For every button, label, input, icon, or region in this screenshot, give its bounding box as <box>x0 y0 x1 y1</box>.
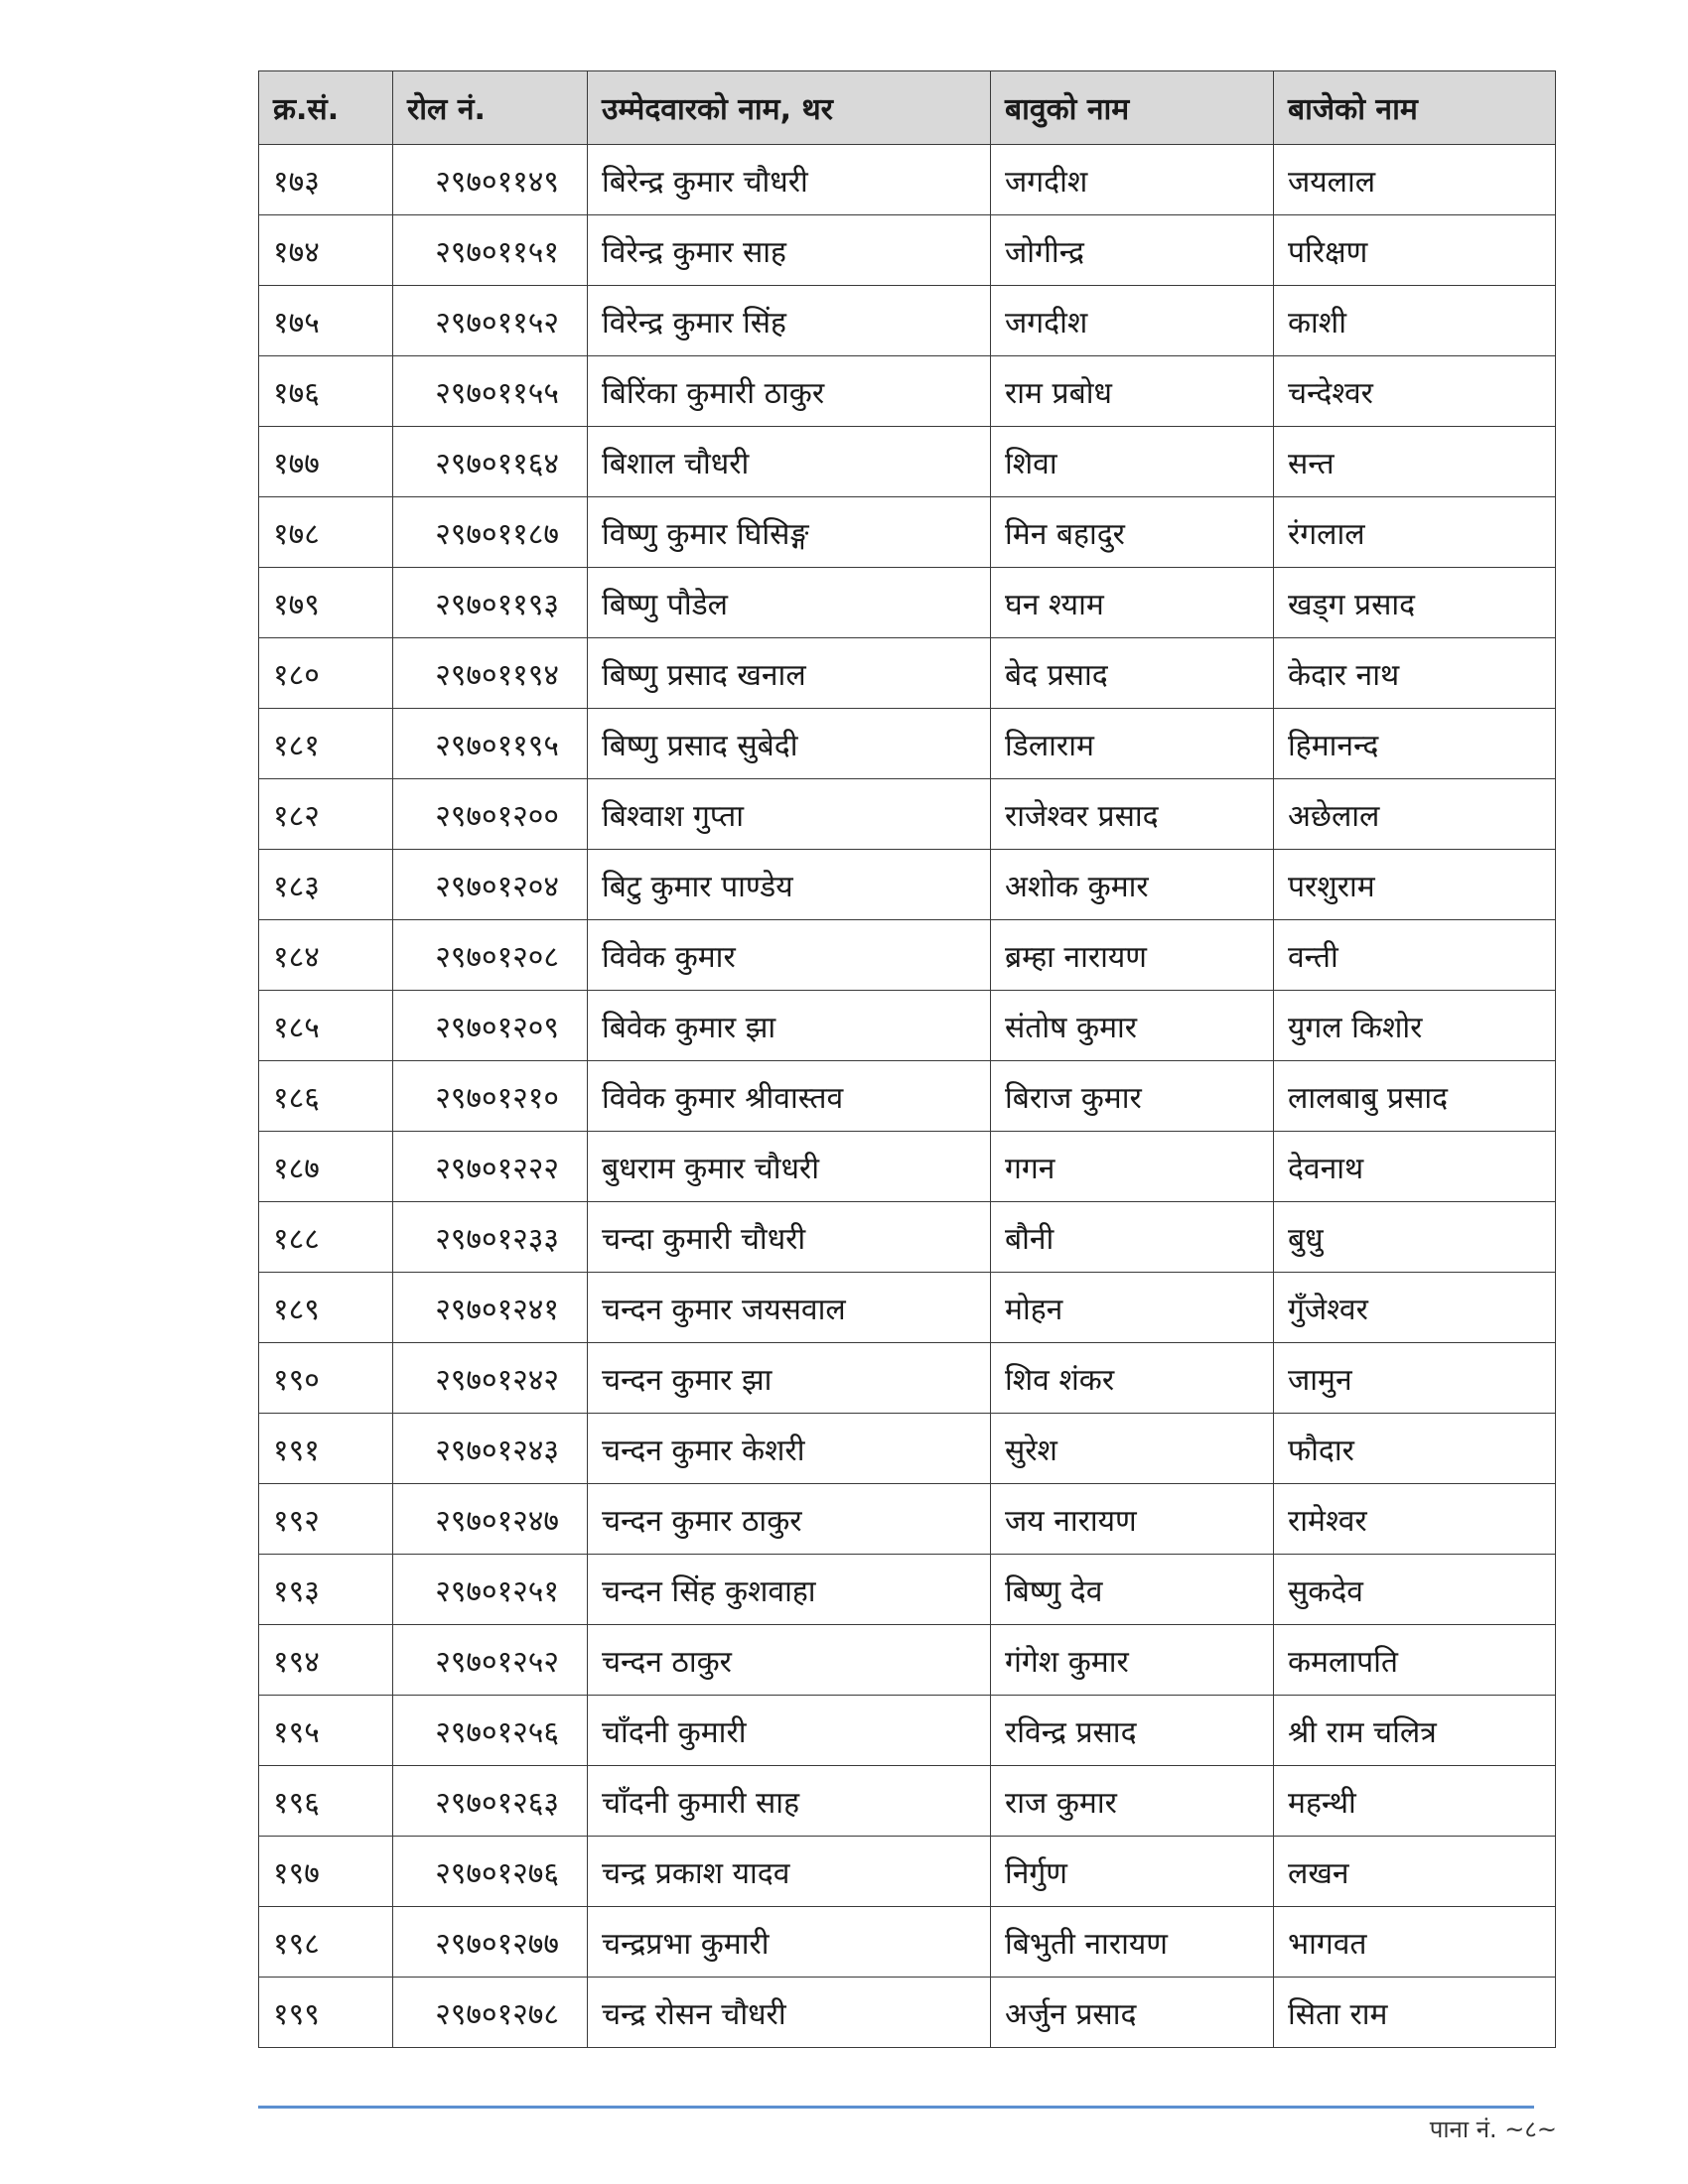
candidate-name-cell: विष्णु कुमार घिसिङ्ग <box>588 497 991 568</box>
roll-number-cell: २९७०११५१ <box>393 215 588 286</box>
father-name-cell: गंगेश कुमार <box>991 1625 1274 1696</box>
candidate-name-cell: चन्दन कुमार जयसवाल <box>588 1273 991 1343</box>
father-name-cell: मिन बहादुर <box>991 497 1274 568</box>
table-row <box>259 779 1556 850</box>
grandfather-name-cell: सन्त <box>1274 427 1556 497</box>
serial-number-cell: १८६ <box>259 1061 393 1132</box>
serial-number-cell: १७३ <box>259 145 393 215</box>
father-name-cell: सुरेश <box>991 1414 1274 1484</box>
grandfather-name-cell: कमलापति <box>1274 1625 1556 1696</box>
candidate-name-cell: बिशाल चौधरी <box>588 427 991 497</box>
candidate-name-cell: विरेन्द्र कुमार साह <box>588 215 991 286</box>
candidate-name-cell: बिष्णु प्रसाद सुबेदी <box>588 709 991 779</box>
father-name-cell: जगदीश <box>991 286 1274 356</box>
serial-number-cell: १७४ <box>259 215 393 286</box>
roll-number-cell: २९७०१२०८ <box>393 920 588 991</box>
father-name-cell: बिभुती नारायण <box>991 1907 1274 1978</box>
father-name-cell: राजेश्वर प्रसाद <box>991 779 1274 850</box>
table-row <box>259 145 1556 215</box>
grandfather-name-cell: केदार नाथ <box>1274 638 1556 709</box>
father-name-cell: जोगीन्द्र <box>991 215 1274 286</box>
serial-number-cell: १९५ <box>259 1696 393 1766</box>
serial-number-cell: १९४ <box>259 1625 393 1696</box>
candidate-name-cell: बुधराम कुमार चौधरी <box>588 1132 991 1202</box>
roll-number-cell: २९७०१२७८ <box>393 1978 588 2048</box>
candidate-name-cell: बिश्वाश गुप्ता <box>588 779 991 850</box>
table-row <box>259 1132 1556 1202</box>
table-row <box>259 1343 1556 1414</box>
table-row <box>259 1978 1556 2048</box>
serial-number-cell: १७६ <box>259 356 393 427</box>
roll-number-cell: २९७०१२४७ <box>393 1484 588 1555</box>
serial-number-cell: १७९ <box>259 568 393 638</box>
roll-number-cell: २९७०१२२२ <box>393 1132 588 1202</box>
table-row <box>259 215 1556 286</box>
roll-number-cell: २९७०१२५६ <box>393 1696 588 1766</box>
serial-number-cell: १८९ <box>259 1273 393 1343</box>
grandfather-name-cell: युगल किशोर <box>1274 991 1556 1061</box>
grandfather-name-cell: जामुन <box>1274 1343 1556 1414</box>
roll-number-cell: २९७०१२६३ <box>393 1766 588 1837</box>
serial-number-cell: १९० <box>259 1343 393 1414</box>
grandfather-name-cell: अछेलाल <box>1274 779 1556 850</box>
table-row <box>259 991 1556 1061</box>
roll-number-cell: २९७०१२०० <box>393 779 588 850</box>
table-row <box>259 1414 1556 1484</box>
roll-number-cell: २९७०१२४१ <box>393 1273 588 1343</box>
candidate-name-cell: बिष्णु प्रसाद खनाल <box>588 638 991 709</box>
father-name-cell: जय नारायण <box>991 1484 1274 1555</box>
grandfather-name-cell: रामेश्वर <box>1274 1484 1556 1555</box>
father-name-cell: बौनी <box>991 1202 1274 1273</box>
table-row <box>259 356 1556 427</box>
candidate-name-cell: बिष्णु पौडेल <box>588 568 991 638</box>
table-row <box>259 1837 1556 1907</box>
roll-number-cell: २९७०११९३ <box>393 568 588 638</box>
father-name-cell: संतोष कुमार <box>991 991 1274 1061</box>
candidate-name-cell: चन्दन कुमार झा <box>588 1343 991 1414</box>
roll-number-cell: २९७०११६४ <box>393 427 588 497</box>
candidate-name-cell: विरेन्द्र कुमार सिंह <box>588 286 991 356</box>
serial-number-cell: १९९ <box>259 1978 393 2048</box>
grandfather-name-cell: रंगलाल <box>1274 497 1556 568</box>
roll-number-cell: २९७०१२०४ <box>393 850 588 920</box>
candidate-name-cell: चन्दन सिंह कुशवाहा <box>588 1555 991 1625</box>
table-row <box>259 920 1556 991</box>
serial-number-cell: १८७ <box>259 1132 393 1202</box>
grandfather-name-cell: सिता राम <box>1274 1978 1556 2048</box>
table-row <box>259 709 1556 779</box>
candidate-name-cell: विवेक कुमार <box>588 920 991 991</box>
father-name-cell: घन श्याम <box>991 568 1274 638</box>
grandfather-name-cell: भागवत <box>1274 1907 1556 1978</box>
table-row <box>259 427 1556 497</box>
serial-number-cell: १८३ <box>259 850 393 920</box>
header-candidate-name: उम्मेदवारको नाम, थर <box>588 71 991 145</box>
grandfather-name-cell: सुकदेव <box>1274 1555 1556 1625</box>
candidate-table-container <box>258 70 1555 2048</box>
header-grandfather-name: बाजेको नाम <box>1274 71 1556 145</box>
grandfather-name-cell: जयलाल <box>1274 145 1556 215</box>
table-row <box>259 497 1556 568</box>
father-name-cell: अर्जुन प्रसाद <box>991 1978 1274 2048</box>
header-father-name: बावुको नाम <box>991 71 1274 145</box>
serial-number-cell: १७८ <box>259 497 393 568</box>
father-name-cell: निर्गुण <box>991 1837 1274 1907</box>
serial-number-cell: १७५ <box>259 286 393 356</box>
grandfather-name-cell: काशी <box>1274 286 1556 356</box>
serial-number-cell: १९३ <box>259 1555 393 1625</box>
roll-number-cell: २९७०११९४ <box>393 638 588 709</box>
grandfather-name-cell: खड्ग प्रसाद <box>1274 568 1556 638</box>
father-name-cell: गगन <box>991 1132 1274 1202</box>
grandfather-name-cell: हिमानन्द <box>1274 709 1556 779</box>
candidate-name-cell: चन्दन ठाकुर <box>588 1625 991 1696</box>
grandfather-name-cell: महन्थी <box>1274 1766 1556 1837</box>
serial-number-cell: १८८ <box>259 1202 393 1273</box>
serial-number-cell: १९१ <box>259 1414 393 1484</box>
candidate-name-cell: चन्दन कुमार केशरी <box>588 1414 991 1484</box>
serial-number-cell: १९६ <box>259 1766 393 1837</box>
serial-number-cell: १८४ <box>259 920 393 991</box>
serial-number-cell: १७७ <box>259 427 393 497</box>
candidate-name-cell: चाँदनी कुमारी साह <box>588 1766 991 1837</box>
grandfather-name-cell: लालबाबु प्रसाद <box>1274 1061 1556 1132</box>
serial-number-cell: १९२ <box>259 1484 393 1555</box>
roll-number-cell: २९७०१२०९ <box>393 991 588 1061</box>
header-serial-number: क्र.सं. <box>259 71 393 145</box>
roll-number-cell: २९७०१२४२ <box>393 1343 588 1414</box>
candidate-name-cell: चाँदनी कुमारी <box>588 1696 991 1766</box>
father-name-cell: डिलाराम <box>991 709 1274 779</box>
serial-number-cell: १९७ <box>259 1837 393 1907</box>
grandfather-name-cell: लखन <box>1274 1837 1556 1907</box>
candidate-name-cell: चन्द्रप्रभा कुमारी <box>588 1907 991 1978</box>
grandfather-name-cell: श्री राम चलित्र <box>1274 1696 1556 1766</box>
roll-number-cell: २९७०१२५२ <box>393 1625 588 1696</box>
roll-number-cell: २९७०१२७७ <box>393 1907 588 1978</box>
page-number: पाना नं. ~८~ <box>1429 2116 1557 2143</box>
candidate-name-cell: चन्दा कुमारी चौधरी <box>588 1202 991 1273</box>
father-name-cell: बिष्णु देव <box>991 1555 1274 1625</box>
grandfather-name-cell: देवनाथ <box>1274 1132 1556 1202</box>
father-name-cell: राज कुमार <box>991 1766 1274 1837</box>
table-body <box>259 145 1556 2048</box>
table-row <box>259 1625 1556 1696</box>
serial-number-cell: १८१ <box>259 709 393 779</box>
father-name-cell: राम प्रबोध <box>991 356 1274 427</box>
table-row <box>259 286 1556 356</box>
grandfather-name-cell: बुधु <box>1274 1202 1556 1273</box>
father-name-cell: बिराज कुमार <box>991 1061 1274 1132</box>
roll-number-cell: २९७०११८७ <box>393 497 588 568</box>
roll-number-cell: २९७०१२७६ <box>393 1837 588 1907</box>
table-row <box>259 568 1556 638</box>
father-name-cell: बेद प्रसाद <box>991 638 1274 709</box>
candidate-name-cell: बिरिंका कुमारी ठाकुर <box>588 356 991 427</box>
candidate-name-cell: विवेक कुमार श्रीवास्तव <box>588 1061 991 1132</box>
table-row <box>259 1484 1556 1555</box>
serial-number-cell: १८२ <box>259 779 393 850</box>
roll-number-cell: २९७०१२४३ <box>393 1414 588 1484</box>
table-row <box>259 1907 1556 1978</box>
grandfather-name-cell: परिक्षण <box>1274 215 1556 286</box>
roll-number-cell: २९७०१२१० <box>393 1061 588 1132</box>
candidate-name-cell: चन्द्र रोसन चौधरी <box>588 1978 991 2048</box>
table-row <box>259 1766 1556 1837</box>
candidate-name-cell: चन्द्र प्रकाश यादव <box>588 1837 991 1907</box>
roll-number-cell: २९७०११४९ <box>393 145 588 215</box>
table-row <box>259 850 1556 920</box>
serial-number-cell: १८५ <box>259 991 393 1061</box>
father-name-cell: जगदीश <box>991 145 1274 215</box>
table-row <box>259 638 1556 709</box>
father-name-cell: ब्रम्हा नारायण <box>991 920 1274 991</box>
table-row <box>259 1061 1556 1132</box>
candidate-name-cell: चन्दन कुमार ठाकुर <box>588 1484 991 1555</box>
table-row <box>259 1273 1556 1343</box>
father-name-cell: शिवा <box>991 427 1274 497</box>
roll-number-cell: २९७०११५२ <box>393 286 588 356</box>
candidate-name-cell: बिरेन्द्र कुमार चौधरी <box>588 145 991 215</box>
roll-number-cell: २९७०१२५१ <box>393 1555 588 1625</box>
grandfather-name-cell: चन्देश्वर <box>1274 356 1556 427</box>
roll-number-cell: २९७०१२३३ <box>393 1202 588 1273</box>
header-roll-number: रोल नं. <box>393 71 588 145</box>
serial-number-cell: १९८ <box>259 1907 393 1978</box>
table-header-row <box>259 71 1556 145</box>
father-name-cell: मोहन <box>991 1273 1274 1343</box>
table-row <box>259 1555 1556 1625</box>
grandfather-name-cell: गुँजेश्वर <box>1274 1273 1556 1343</box>
table-row <box>259 1202 1556 1273</box>
grandfather-name-cell: वन्ती <box>1274 920 1556 991</box>
father-name-cell: अशोक कुमार <box>991 850 1274 920</box>
roll-number-cell: २९७०११९५ <box>393 709 588 779</box>
table-row <box>259 1696 1556 1766</box>
roll-number-cell: २९७०११५५ <box>393 356 588 427</box>
grandfather-name-cell: फौदार <box>1274 1414 1556 1484</box>
candidate-table <box>258 70 1556 2048</box>
footer-divider <box>258 2106 1534 2109</box>
father-name-cell: शिव शंकर <box>991 1343 1274 1414</box>
father-name-cell: रविन्द्र प्रसाद <box>991 1696 1274 1766</box>
candidate-name-cell: बिटु कुमार पाण्डेय <box>588 850 991 920</box>
candidate-name-cell: बिवेक कुमार झा <box>588 991 991 1061</box>
serial-number-cell: १८० <box>259 638 393 709</box>
grandfather-name-cell: परशुराम <box>1274 850 1556 920</box>
